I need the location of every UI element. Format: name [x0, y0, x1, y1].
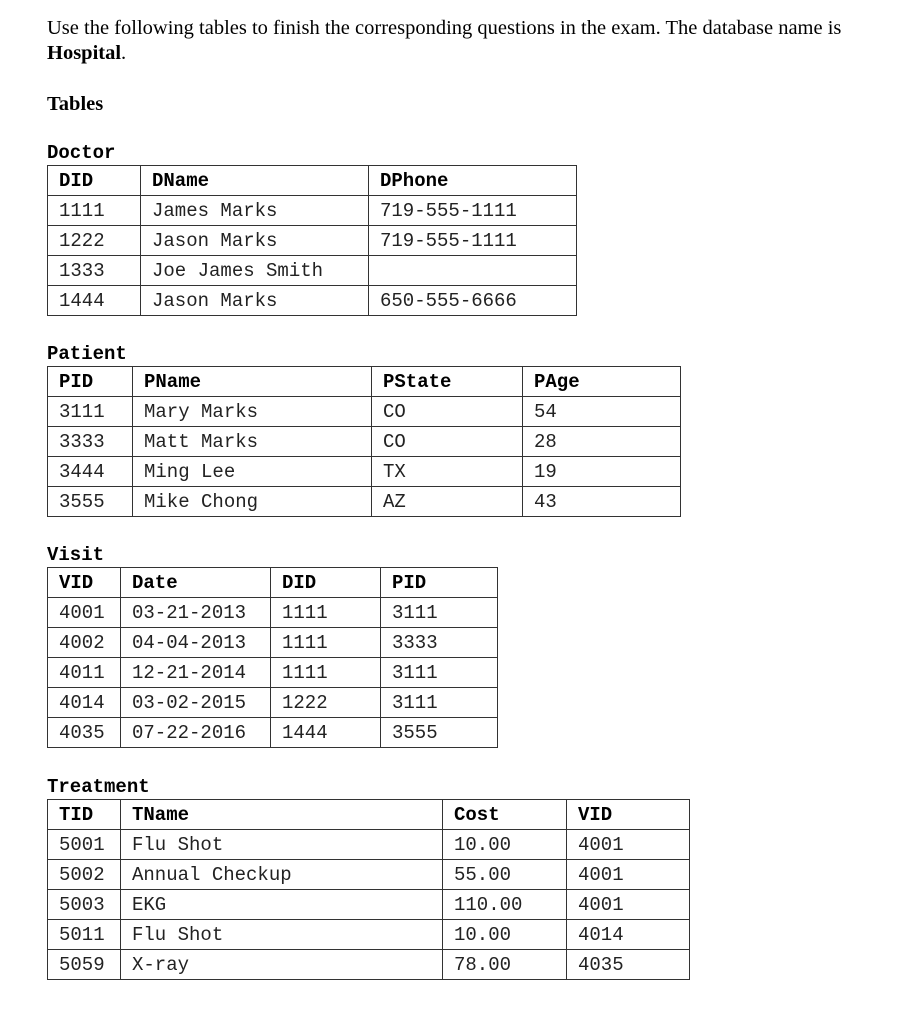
table-row	[48, 950, 690, 980]
table-cell: 110.00	[443, 890, 567, 920]
column-header: Date	[121, 568, 271, 598]
table-cell: 28	[523, 427, 681, 457]
table-cell: 3111	[48, 397, 133, 427]
column-header: VID	[48, 568, 121, 598]
table-cell: James Marks	[141, 196, 369, 226]
column-header: PID	[48, 367, 133, 397]
table-cell: 10.00	[443, 920, 567, 950]
table-cell: 04-04-2013	[121, 628, 271, 658]
table-row	[48, 397, 681, 427]
treatment-table	[47, 799, 690, 980]
table-cell: 4001	[567, 860, 690, 890]
table-cell: 19	[523, 457, 681, 487]
table-cell: 650-555-6666	[369, 286, 577, 316]
table-cell: Flu Shot	[121, 920, 443, 950]
table-cell: 43	[523, 487, 681, 517]
table-cell: 4001	[48, 598, 121, 628]
patient-table-title: Patient	[47, 343, 127, 365]
column-header: DID	[48, 166, 141, 196]
table-cell: 5011	[48, 920, 121, 950]
table-cell: 5059	[48, 950, 121, 980]
table-cell: 1111	[48, 196, 141, 226]
table-cell: 55.00	[443, 860, 567, 890]
table-row	[48, 286, 577, 316]
visit-table-title: Visit	[47, 544, 105, 566]
tables-heading: Tables	[47, 93, 104, 115]
table-row	[48, 487, 681, 517]
column-header: PState	[372, 367, 523, 397]
table-cell: 03-02-2015	[121, 688, 271, 718]
table-cell: 4001	[567, 890, 690, 920]
table-row	[48, 860, 690, 890]
table-cell: 1111	[271, 598, 381, 628]
table-cell: 1333	[48, 256, 141, 286]
table-cell: 1444	[48, 286, 141, 316]
table-row	[48, 688, 498, 718]
patient-table	[47, 366, 681, 517]
table-cell: 3111	[381, 658, 498, 688]
table-cell: 4002	[48, 628, 121, 658]
table-header-row	[48, 568, 498, 598]
table-cell: Jason Marks	[141, 286, 369, 316]
doctor-table-title: Doctor	[47, 142, 116, 164]
table-cell: 07-22-2016	[121, 718, 271, 748]
doctor-table	[47, 165, 577, 316]
table-cell: 1222	[271, 688, 381, 718]
table-cell: 4035	[48, 718, 121, 748]
table-cell: 3111	[381, 598, 498, 628]
table-cell: 4035	[567, 950, 690, 980]
table-cell: 3555	[381, 718, 498, 748]
column-header: TID	[48, 800, 121, 830]
table-cell: 1222	[48, 226, 141, 256]
table-cell: Mary Marks	[133, 397, 372, 427]
table-cell: 12-21-2014	[121, 658, 271, 688]
table-cell: 719-555-1111	[369, 196, 577, 226]
table-cell: 5002	[48, 860, 121, 890]
table-cell: CO	[372, 397, 523, 427]
table-row	[48, 226, 577, 256]
table-cell: 4014	[567, 920, 690, 950]
table-cell: EKG	[121, 890, 443, 920]
column-header: DPhone	[369, 166, 577, 196]
treatment-table-title: Treatment	[47, 776, 150, 798]
table-row	[48, 718, 498, 748]
table-header-row	[48, 800, 690, 830]
table-row	[48, 628, 498, 658]
table-cell: Ming Lee	[133, 457, 372, 487]
table-header-row	[48, 367, 681, 397]
table-cell: 4011	[48, 658, 121, 688]
column-header: DID	[271, 568, 381, 598]
table-cell: 3555	[48, 487, 133, 517]
table-row	[48, 920, 690, 950]
column-header: TName	[121, 800, 443, 830]
table-cell: TX	[372, 457, 523, 487]
table-header-row	[48, 166, 577, 196]
table-cell: 3111	[381, 688, 498, 718]
table-cell: Mike Chong	[133, 487, 372, 517]
table-cell: Jason Marks	[141, 226, 369, 256]
column-header: PAge	[523, 367, 681, 397]
table-row	[48, 427, 681, 457]
table-cell: AZ	[372, 487, 523, 517]
table-row	[48, 658, 498, 688]
column-header: PID	[381, 568, 498, 598]
table-cell: 1111	[271, 628, 381, 658]
table-cell: 4001	[567, 830, 690, 860]
table-cell: Matt Marks	[133, 427, 372, 457]
column-header: VID	[567, 800, 690, 830]
database-name: Hospital	[47, 42, 122, 64]
intro-period: .	[121, 42, 127, 64]
table-cell: 4014	[48, 688, 121, 718]
column-header: DName	[141, 166, 369, 196]
table-cell: CO	[372, 427, 523, 457]
table-row	[48, 457, 681, 487]
table-cell: 3444	[48, 457, 133, 487]
table-cell: 10.00	[443, 830, 567, 860]
table-cell: Annual Checkup	[121, 860, 443, 890]
column-header: PName	[133, 367, 372, 397]
column-header: Cost	[443, 800, 567, 830]
visit-table	[47, 567, 498, 748]
table-row	[48, 830, 690, 860]
table-cell: Flu Shot	[121, 830, 443, 860]
table-cell: 03-21-2013	[121, 598, 271, 628]
table-row	[48, 196, 577, 226]
table-cell: X-ray	[121, 950, 443, 980]
table-cell: 3333	[381, 628, 498, 658]
table-row	[48, 256, 577, 286]
table-cell: 3333	[48, 427, 133, 457]
intro-paragraph	[47, 16, 907, 66]
table-cell: 719-555-1111	[369, 226, 577, 256]
table-cell: 5003	[48, 890, 121, 920]
table-cell: 5001	[48, 830, 121, 860]
table-row	[48, 890, 690, 920]
table-row	[48, 598, 498, 628]
table-cell: Joe James Smith	[141, 256, 369, 286]
table-cell: 78.00	[443, 950, 567, 980]
intro-text: Use the following tables to finish the corresponding questions in the exam. The database name is	[47, 17, 842, 39]
table-cell: 1444	[271, 718, 381, 748]
table-cell: 1111	[271, 658, 381, 688]
table-cell	[369, 256, 577, 286]
table-cell: 54	[523, 397, 681, 427]
